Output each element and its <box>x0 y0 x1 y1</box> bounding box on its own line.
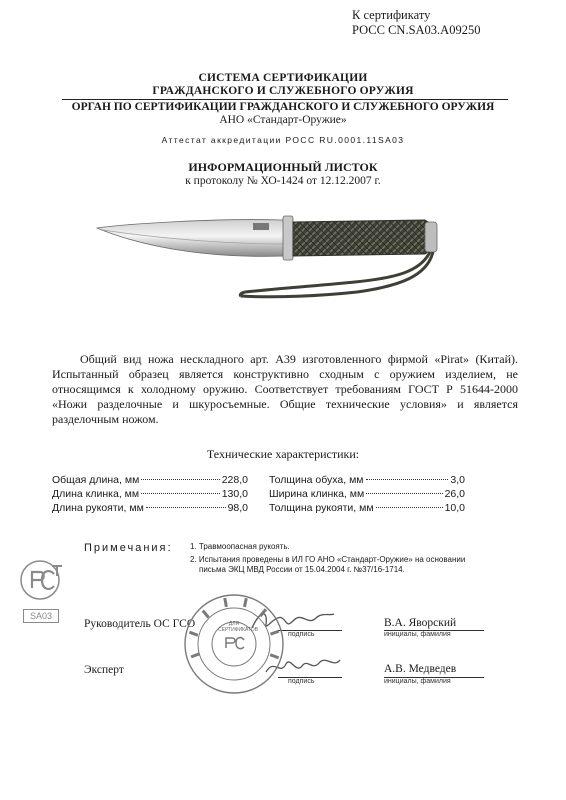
spec-label: Толщина обуха, мм <box>269 474 364 486</box>
spec-row <box>52 474 248 488</box>
spec-row <box>269 474 465 488</box>
notes-list <box>190 542 520 576</box>
seal-center-text <box>218 621 259 633</box>
specs-left-column <box>52 474 248 516</box>
description-paragraph: Общий вид ножа нескладного арт. А39 изготовленного фирмой «Pirat» (Китай). Испытанный образец является конструктивно сходным с оружием изделием, не относящимся к холодному оружию. Соответствует требованиям ГОСТ Р 51644-2000 «Ножи разделочные и шкуросъемные. Общие технические условия» и является разделочным ножом. <box>52 352 518 426</box>
reference-line-1: К сертификату <box>352 8 431 22</box>
spec-value: 10,0 <box>444 502 465 514</box>
organization-seal <box>182 592 286 696</box>
document-title: ИНФОРМАЦИОННЫЙ ЛИСТОК <box>188 160 378 174</box>
spec-value: 228,0 <box>221 474 248 486</box>
accreditation-line: Аттестат аккредитации РОСС RU.0001.11SA03 <box>161 135 405 145</box>
spec-label: Длина клинка, мм <box>52 488 140 500</box>
signature-caption: подпись <box>288 631 315 638</box>
certification-system-header <box>0 72 566 98</box>
spec-label: Общая длина, мм <box>52 474 140 486</box>
note-item: 2. Испытания проведены в ИЛ ГО АНО «Стандарт-Оружие» на основании <box>190 554 466 564</box>
specs-title: Технические характеристики: <box>206 447 360 461</box>
reference-line-2: РОСС CN.SA03.A09250 <box>352 23 481 37</box>
specs-right-column <box>269 474 465 516</box>
signer-name: В.А. Яворский <box>384 617 457 629</box>
system-line-2: ГРАЖДАНСКОГО И СЛУЖЕБНОГО ОРУЖИЯ <box>152 85 414 97</box>
knife-image <box>95 200 440 310</box>
spec-row <box>52 488 248 502</box>
seal-center-line: СЕРТИФИКАТОВ <box>218 627 259 633</box>
signature-caption: подпись <box>288 678 315 685</box>
spec-row <box>52 502 248 516</box>
signature-role: Эксперт <box>84 664 124 676</box>
spec-label: Толщина рукояти, мм <box>269 502 374 514</box>
pct-logo-icon <box>18 558 64 602</box>
body-line-1: ОРГАН ПО СЕРТИФИКАЦИИ ГРАЖДАНСКОГО И СЛУЖЕБНОГО ОРУЖИЯ <box>71 101 495 113</box>
header-divider <box>62 99 508 100</box>
signer-name: А.В. Медведев <box>384 663 457 675</box>
spec-value: 130,0 <box>221 488 248 500</box>
spec-label: Длина рукояти, мм <box>52 502 144 514</box>
name-caption: инициалы, фамилия <box>384 631 451 638</box>
document-subtitle: к протоколу № ХО-1424 от 12.12.2007 г. <box>185 175 381 187</box>
spec-value: 98,0 <box>227 502 248 514</box>
note-item: 1. Травмоопасная рукоять. <box>190 542 290 551</box>
spec-value: 26,0 <box>444 488 465 500</box>
system-line-1: СИСТЕМА СЕРТИФИКАЦИИ <box>198 72 368 84</box>
spec-label: Ширина клинка, мм <box>269 488 365 500</box>
pct-certification-mark <box>18 558 64 620</box>
name-caption: инициалы, фамилия <box>384 678 451 685</box>
body-line-2: АНО «Стандарт-Оружие» <box>219 114 347 126</box>
notes-label: Примечания: <box>84 542 173 554</box>
certificate-reference <box>352 8 480 38</box>
spec-row <box>269 488 465 502</box>
spec-value: 3,0 <box>450 474 465 486</box>
certification-body-header <box>0 101 566 127</box>
note-item: письма ЭКЦ МВД России от 15.04.2004 г. №37/16-1714. <box>199 565 405 574</box>
seal-center-line: ДЛЯ <box>228 621 240 627</box>
pct-code: SA03 <box>23 609 59 623</box>
signature-role: Руководитель ОС ГСО <box>84 618 196 630</box>
spec-row <box>269 502 465 516</box>
